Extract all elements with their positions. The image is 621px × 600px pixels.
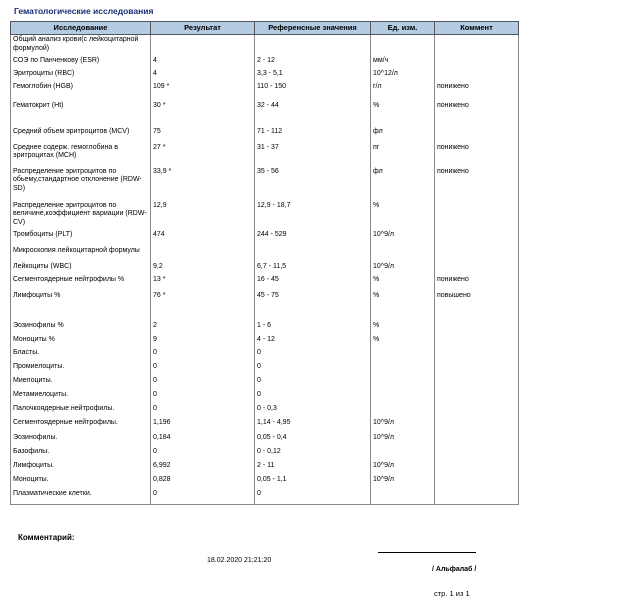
table-row [11,335,519,348]
reference-cell: 0 [255,362,371,376]
comment-cell [435,475,519,489]
page-number: стр. 1 из 1 [434,589,470,598]
result-cell: 0 [151,362,255,376]
reference-cell: 2 - 11 [255,461,371,475]
unit-cell [371,390,435,404]
results-table [10,21,519,505]
test-cell: Сегментоядерные нейтрофилы % [11,275,151,291]
reference-cell: 0 [255,348,371,362]
reference-cell: 4 - 12 [255,335,371,348]
reference-cell: 0 [255,489,371,505]
table-row [11,230,519,246]
reference-cell: 31 - 37 [255,143,371,167]
comments-label: Комментарий: [18,533,75,542]
result-cell: 474 [151,230,255,246]
result-cell: 0,828 [151,475,255,489]
table-row [11,56,519,69]
reference-cell: 32 - 44 [255,101,371,127]
result-cell [151,35,255,56]
table-row [11,433,519,447]
reference-cell: 244 - 529 [255,230,371,246]
unit-cell [371,348,435,362]
test-cell: Тромбоциты (PLT) [11,230,151,246]
timestamp: 18.02.2020 21:21:20 [207,557,272,564]
comment-cell [435,321,519,335]
signature-line [378,552,476,553]
comment-cell: понижено [435,143,519,167]
comment-cell: понижено [435,82,519,101]
reference-cell: 0 [255,390,371,404]
unit-cell [371,489,435,505]
comment-cell [435,335,519,348]
test-cell: Гематокрит (Ht) [11,101,151,127]
result-cell: 9,2 [151,262,255,275]
table-row [11,82,519,101]
table-row [11,246,519,262]
reference-cell: 0,05 - 0,4 [255,433,371,447]
reference-cell: 35 - 56 [255,167,371,201]
table-row [11,348,519,362]
comment-cell [435,489,519,505]
comment-cell: понижено [435,275,519,291]
table-row [11,143,519,167]
reference-cell: 3,3 - 5,1 [255,69,371,82]
header-comment: Коммент [435,22,519,35]
unit-cell [371,447,435,461]
header-unit: Ед. изм. [371,22,435,35]
test-cell: Промиелоциты. [11,362,151,376]
header-result: Результат [151,22,255,35]
comment-cell [435,404,519,418]
result-cell: 0 [151,348,255,362]
test-cell: Лимфоциты. [11,461,151,475]
comment-cell [435,127,519,143]
unit-cell: % [371,291,435,321]
result-cell: 12,9 [151,201,255,230]
test-cell: Метамиелоциты. [11,390,151,404]
unit-cell: 10^9/л [371,230,435,246]
result-cell: 2 [151,321,255,335]
test-cell: Средний объем эритроцитов (MCV) [11,127,151,143]
results-body [11,35,519,505]
result-cell: 0 [151,376,255,390]
table-row [11,69,519,82]
result-cell: 1,196 [151,418,255,433]
table-row [11,404,519,418]
test-cell: Моноциты. [11,475,151,489]
reference-cell: 0 - 0,12 [255,447,371,461]
unit-cell [371,404,435,418]
comment-cell [435,230,519,246]
result-cell: 0 [151,390,255,404]
comment-cell [435,69,519,82]
comment-cell [435,461,519,475]
result-cell: 75 [151,127,255,143]
reference-cell: 2 - 12 [255,56,371,69]
unit-cell: пг [371,143,435,167]
table-row [11,475,519,489]
header-reference: Референсные значения [255,22,371,35]
unit-cell: 10^12/л [371,69,435,82]
table-row [11,390,519,404]
table-row [11,101,519,127]
result-cell [151,246,255,262]
test-cell: Гемоглобин (HGB) [11,82,151,101]
test-cell: Миелоциты. [11,376,151,390]
result-cell: 9 [151,335,255,348]
unit-cell: 10^9/л [371,262,435,275]
result-cell: 4 [151,56,255,69]
result-cell: 4 [151,69,255,82]
result-cell: 13 * [151,275,255,291]
section-title: Гематологические исследования [14,6,154,16]
comment-cell [435,348,519,362]
unit-cell: 10^9/л [371,475,435,489]
table-row [11,447,519,461]
unit-cell: % [371,275,435,291]
result-cell: 27 * [151,143,255,167]
table-row [11,275,519,291]
test-cell: Плазматические клетки. [11,489,151,505]
table-row [11,291,519,321]
table-row [11,35,519,56]
test-cell: Распределение эритроцитов по величине,коэффициент вариации (RDW-CV) [11,201,151,230]
table-row [11,489,519,505]
test-cell: Базофилы. [11,447,151,461]
unit-cell: % [371,201,435,230]
unit-cell: фл [371,167,435,201]
unit-cell: 10^9/л [371,418,435,433]
result-cell: 0 [151,447,255,461]
unit-cell [371,362,435,376]
table-row [11,167,519,201]
result-cell: 0,184 [151,433,255,447]
comment-cell [435,56,519,69]
reference-cell: 1,14 - 4,95 [255,418,371,433]
comment-cell [435,447,519,461]
comment-cell [435,376,519,390]
comment-cell: понижено [435,101,519,127]
table-row [11,461,519,475]
lab-name: / Альфалаб / [432,566,477,573]
reference-cell: 6,7 - 11,5 [255,262,371,275]
result-cell: 33,9 * [151,167,255,201]
test-cell: Эозинофилы % [11,321,151,335]
reference-cell [255,246,371,262]
reference-cell: 45 - 75 [255,291,371,321]
unit-cell: г/л [371,82,435,101]
table-row [11,201,519,230]
table-row [11,362,519,376]
reference-cell: 0 - 0,3 [255,404,371,418]
unit-cell: % [371,101,435,127]
table-row [11,418,519,433]
table-row [11,321,519,335]
result-cell: 30 * [151,101,255,127]
test-cell: Эритроциты (RBC) [11,69,151,82]
test-cell: Лейкоциты (WBC) [11,262,151,275]
table-row [11,262,519,275]
unit-cell: фл [371,127,435,143]
test-cell: Среднее содерж. гемоглобина в эритроцитах (MCH) [11,143,151,167]
test-cell: СОЭ по Панченкову (ESR) [11,56,151,69]
unit-cell [371,246,435,262]
test-cell: Моноциты % [11,335,151,348]
comment-cell [435,418,519,433]
table-header-row [11,22,519,35]
result-cell: 76 * [151,291,255,321]
table-row [11,127,519,143]
comment-cell [435,35,519,56]
reference-cell: 110 - 150 [255,82,371,101]
reference-cell: 71 - 112 [255,127,371,143]
unit-cell: % [371,335,435,348]
test-cell: Палочкоядерные нейтрофилы. [11,404,151,418]
comment-cell [435,433,519,447]
test-cell: Сегментоядерные нейтрофилы. [11,418,151,433]
comment-cell: понижено [435,167,519,201]
table-row [11,376,519,390]
reference-cell: 1 - 6 [255,321,371,335]
result-cell: 0 [151,489,255,505]
comment-cell [435,262,519,275]
test-cell: Общий анализ крови(с лейкоцитарной формулой) [11,35,151,56]
unit-cell: 10^9/л [371,461,435,475]
test-cell: Микроскопия лейкоцитарной формулы [11,246,151,262]
header-test: Исследование [11,22,151,35]
test-cell: Эозинофилы. [11,433,151,447]
test-cell: Распределение эритроцитов по обьему,стандартное отклонение (RDW-SD) [11,167,151,201]
comment-cell [435,246,519,262]
unit-cell [371,376,435,390]
unit-cell: % [371,321,435,335]
test-cell: Лимфоциты % [11,291,151,321]
unit-cell: 10^9/л [371,433,435,447]
reference-cell [255,35,371,56]
comment-cell [435,390,519,404]
result-cell: 109 * [151,82,255,101]
comment-cell: повышено [435,291,519,321]
reference-cell: 12,9 - 18,7 [255,201,371,230]
reference-cell: 0,05 - 1,1 [255,475,371,489]
reference-cell: 16 - 45 [255,275,371,291]
comment-cell [435,201,519,230]
test-cell: Бласты. [11,348,151,362]
result-cell: 0 [151,404,255,418]
result-cell: 6,992 [151,461,255,475]
reference-cell: 0 [255,376,371,390]
comment-cell [435,362,519,376]
unit-cell: мм/ч [371,56,435,69]
unit-cell [371,35,435,56]
